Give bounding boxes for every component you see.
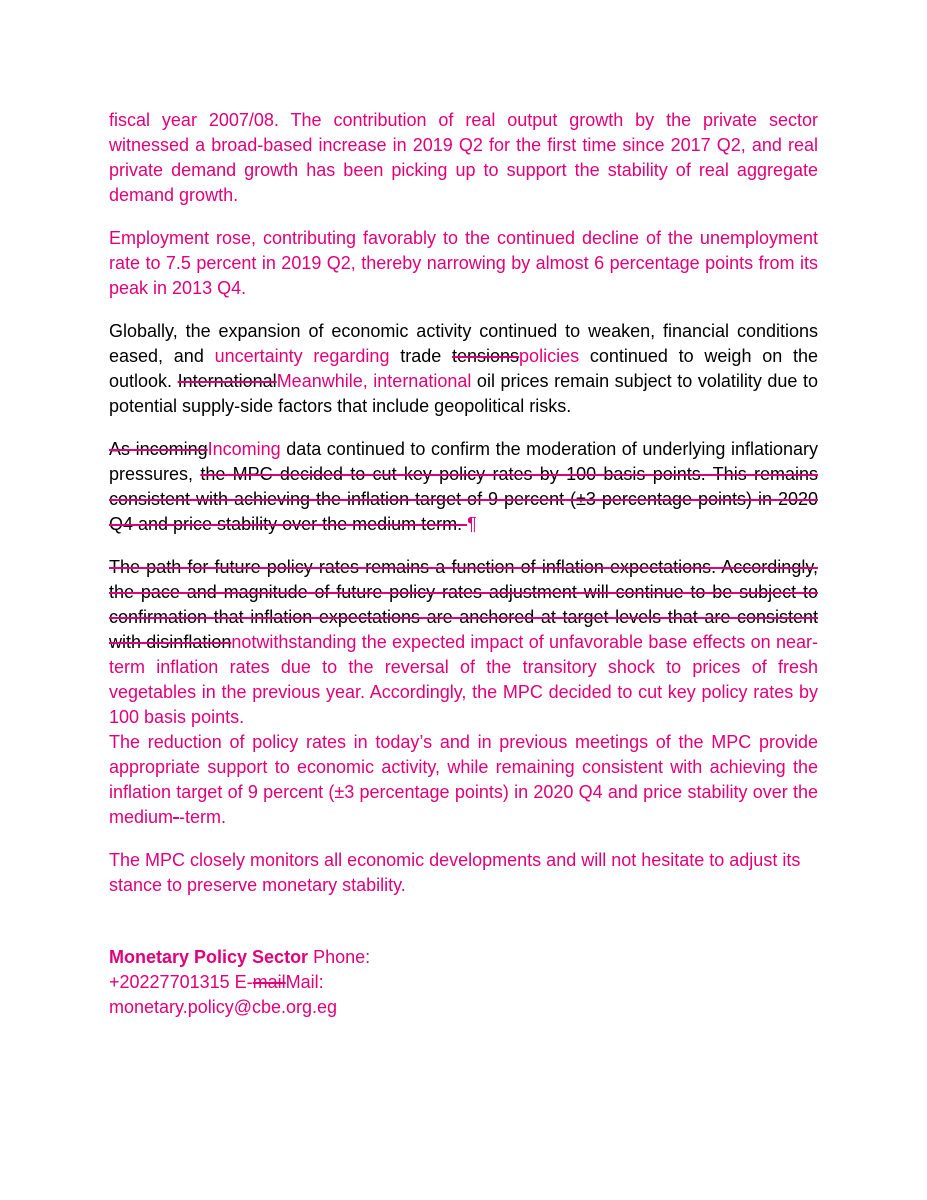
paragraph-policy-path <box>109 555 818 730</box>
contact-phone-number: +20227701315 <box>109 972 230 992</box>
document-page <box>109 108 818 1020</box>
deleted-text: As incoming <box>109 439 208 459</box>
contact-email-address[interactable]: monetary.policy@cbe.org.eg <box>109 997 338 1017</box>
contact-line-1 <box>109 945 818 970</box>
original-text: continued to weigh on the outlook. <box>109 346 819 391</box>
original-text: oil prices remain subject to volatility due to potential supply-side factors that include geopolitical risks. <box>109 371 818 416</box>
original-text: trade <box>389 346 452 366</box>
deleted-text: The path for future policy rates remains a function of inflation expectations. Accordingly, the pace and magnitude of future policy rates adjustment will continue to be subject to confirmation that inflation expectations are anchored at target levels that are consistent with disinflation <box>109 557 818 652</box>
paragraph-incoming-data <box>109 437 818 537</box>
inserted-text: The reduction of policy rates in today’s and in previous meetings of the MPC provide appropriate support to economic activity, while remaining consistent with achieving the inflation target of 9 percent (±3 percentage points) in 2020 Q4 and price stability over the medium <box>109 732 818 827</box>
original-text: data continued to confirm the moderation of underlying inflationary pressures, <box>109 439 818 484</box>
inserted-text: -term. <box>179 807 227 827</box>
inserted-text: notwithstanding the expected impact of unfavorable base effects on near-term inflation rates due to the reversal of the transitory shock to prices of fresh vegetables in the previous year. Accordingly, the MPC decided to cut key policy rates by 100 basis points. <box>109 632 819 727</box>
inserted-text: fiscal year 2007/08. The contribution of real output growth by the private sector witnessed a broad-based increase in 2019 Q2 for the first time since 2017 Q2, and real private demand growth has been picking up to support the stability of real aggregate demand growth. <box>109 110 818 205</box>
inserted-text: The MPC closely monitors all economic developments and will not hesitate to adjust its stance to preserve monetary stability. <box>109 850 801 895</box>
contact-email-prefix: E- <box>229 972 253 992</box>
inserted-text: Meanwhile, international <box>276 371 472 391</box>
deleted-text: mail <box>252 972 286 992</box>
contact-block <box>109 945 818 1020</box>
inserted-text: uncertainty regarding <box>214 346 390 366</box>
paragraph-fiscal-year <box>109 108 818 208</box>
contact-sector: Monetary Policy Sector <box>109 947 309 967</box>
inserted-text: Employment rose, contributing favorably to the continued decline of the unemployment rate to 7.5 percent in 2019 Q2, thereby narrowing by almost 6 percentage points from its peak in 2013 Q4. <box>109 228 818 298</box>
paragraph-reduction <box>109 730 818 830</box>
pilcrow-mark: ¶ <box>467 514 477 534</box>
deleted-text: - <box>173 807 180 827</box>
paragraph-employment <box>109 226 818 301</box>
inserted-text: Incoming <box>207 439 281 459</box>
contact-email-label: Mail: <box>285 972 324 992</box>
contact-line-2 <box>109 970 818 995</box>
paragraph-globally <box>109 319 818 419</box>
paragraph-mpc-monitors <box>109 848 818 898</box>
deleted-text: International <box>177 371 277 391</box>
contact-phone-label: Phone: <box>308 947 371 967</box>
inserted-text: policies <box>519 346 580 366</box>
deleted-text: tensions <box>452 346 520 366</box>
deleted-text: the MPC decided to cut key policy rates by 100 basis points. This remains consistent with achieving the inflation target of 9 percent (±3 percentage points) in 2020 Q4 and price stability over the medium term. <box>109 464 818 534</box>
original-text: Globally, the expansion of economic activity continued to weaken, financial conditions eased, and <box>109 321 818 366</box>
